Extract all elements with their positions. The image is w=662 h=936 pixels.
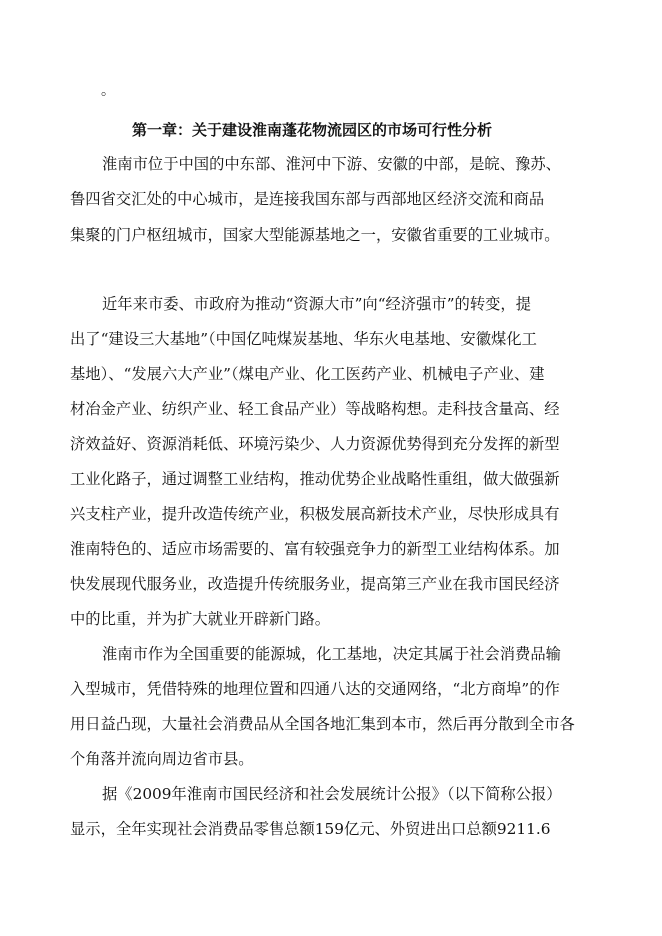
paragraph-2-line: 近年来市委、市政府为推动“资源大市”向“经济强市”的转变，提	[102, 295, 532, 313]
paragraph-4-line: 据《2009年淮南市国民经济和社会发展统计公报》（以下简称公报）	[102, 785, 562, 803]
paragraph-2-line: 工业化路子，通过调整工业结构，推动优势企业战略性重组，做大做强新	[70, 470, 560, 488]
paragraph-2-line: 出了“建设三大基地”（中国亿吨煤炭基地、华东火电基地、安徽煤化工	[70, 330, 537, 348]
chapter-heading: 第一章：关于建设淮南蓬花物流园区的市场可行性分析	[132, 121, 493, 139]
paragraph-2-line: 材冶金产业、纺织产业、轻工食品产业）等战略构想。走科技含量高、经	[70, 400, 560, 418]
paragraph-2-line: 快发展现代服务业，改造提升传统服务业，提高第三产业在我市国民经济	[70, 575, 560, 593]
paragraph-marker: 。	[101, 83, 115, 99]
paragraph-2-line: 兴支柱产业，提升改造传统产业，积极发展高新技术产业，尽快形成具有	[70, 505, 560, 523]
paragraph-2-line: 淮南特色的、适应市场需要的、富有较强竞争力的新型工业结构体系。加	[70, 540, 560, 558]
paragraph-2-line: 中的比重，并为扩大就业开辟新门路。	[70, 610, 331, 628]
paragraph-1-line: 淮南市位于中国的中东部、淮河中下游、安徽的中部，是皖、豫苏、	[102, 155, 561, 173]
paragraph-2-line: 济效益好、资源消耗低、环境污染少、人力资源优势得到充分发挥的新型	[70, 435, 560, 453]
paragraph-3-line: 淮南市作为全国重要的能源城，化工基地，决定其属于社会消费品输	[102, 645, 561, 663]
paragraph-4-line: 显示，全年实现社会消费品零售总额159亿元、外贸进出口总额9211.6	[70, 820, 551, 838]
paragraph-3-line: 个角落并流向周边省市县。	[70, 750, 254, 768]
paragraph-1-line: 鲁四省交汇处的中心城市，是连接我国东部与西部地区经济交流和商品	[70, 190, 545, 208]
paragraph-1-line: 集聚的门户枢纽城市，国家大型能源基地之一，安徽省重要的工业城市。	[70, 226, 560, 244]
paragraph-2-line: 基地）、“发展六大产业”（煤电产业、化工医药产业、机械电子产业、建	[70, 365, 545, 383]
paragraph-3-line: 入型城市，凭借特殊的地理位置和四通八达的交通网络，“北方商埠”的作	[70, 680, 560, 698]
paragraph-3-line: 用日益凸现，大量社会消费品从全国各地汇集到本市，然后再分散到全市各	[70, 715, 575, 733]
